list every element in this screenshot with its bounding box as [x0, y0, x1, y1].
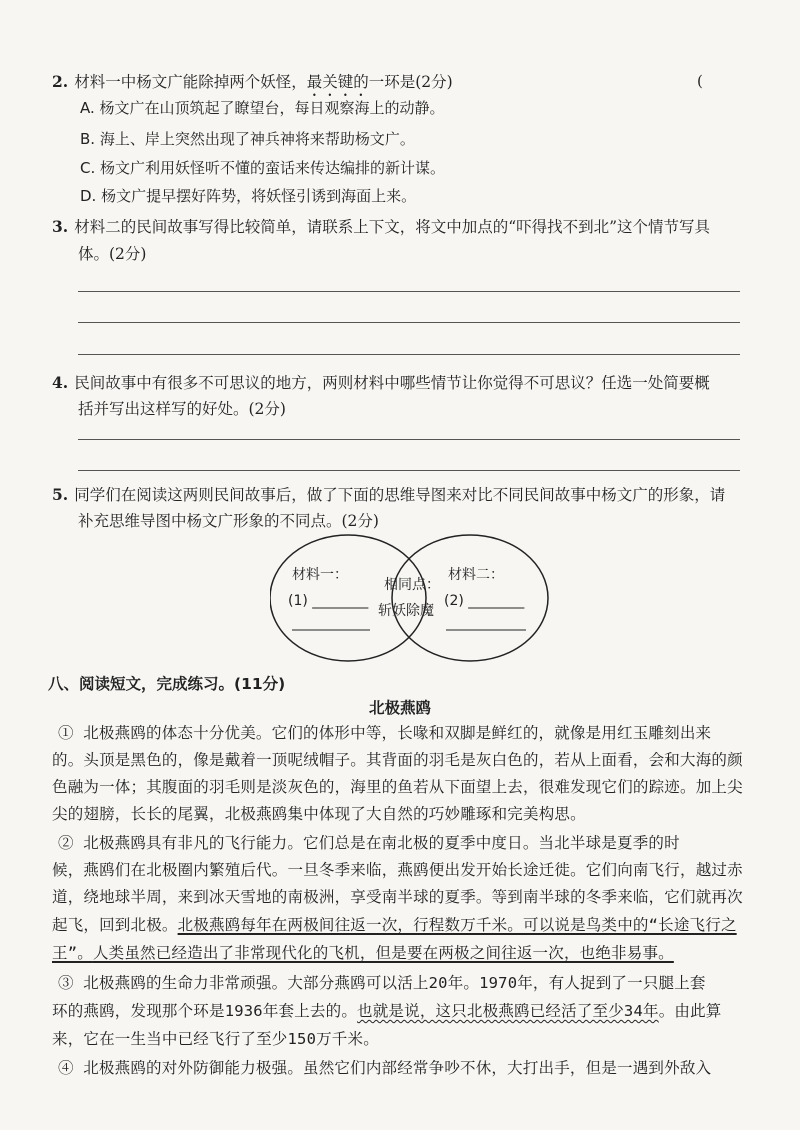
- right-blank[interactable]: (2) ________: [444, 593, 525, 609]
- question-3-line2: 体。(2分): [78, 245, 147, 263]
- option-a[interactable]: A. 杨文广在山顶筑起了瞭望台，每日观察海上的动静。: [80, 99, 445, 117]
- article-title: 北极燕鸥: [368, 699, 431, 717]
- underlined-text: 人类虽然已经造出了非常现代化的飞机，但是要在两极之间往返一次，也绝非易事。: [92, 944, 674, 962]
- passage-line: 色融为一体；其腹面的羽毛则是淡灰色的，海里的鱼若从下面望上去，很难发现它们的踪迹。加上尖: [52, 778, 743, 796]
- question-number: 4.: [52, 373, 69, 392]
- underlined-text: 北极燕鸥每年在两极间往返一次，行程数万千米。可以说是鸟类中的“长途飞行之: [177, 916, 737, 934]
- question-4-line1: [52, 373, 710, 393]
- answer-line[interactable]: [78, 291, 740, 292]
- left-label: 材料一：: [292, 567, 348, 583]
- question-5-line2: 补充思维导图中杨文广形象的不同点。(2分): [78, 512, 379, 530]
- dotted-emphasis: 最关键的: [306, 73, 369, 91]
- answer-line[interactable]: [78, 470, 740, 471]
- stem-text: 同学们在阅读这两则民间故事后，做了下面的思维导图来对比不同民间故事中杨文广的形象，请: [74, 486, 726, 504]
- stem-text: 材料二的民间故事写得比较简单，请联系上下文，将文中加点的“吓得找不到北”这个情节写具: [74, 218, 711, 236]
- question-number: 5.: [52, 485, 69, 504]
- answer-line[interactable]: [78, 439, 740, 440]
- right-label: 材料二：: [448, 567, 504, 583]
- passage-line: ① 北极燕鸥的体态十分优美。它们的体形中等，长喙和双脚是鲜红的，就像是用红玉雕刻出来: [58, 724, 712, 742]
- venn-diagram: [270, 533, 560, 663]
- common-label: 相同点：: [384, 577, 440, 593]
- passage-line: [52, 915, 737, 935]
- passage-line: [52, 1001, 722, 1021]
- question-3-line1: [52, 217, 710, 237]
- passage-line: ④ 北极燕鸥的对外防御能力极强。虽然它们内部经常争吵不休，大打出手，但是一遇到外敌入: [58, 1059, 712, 1077]
- answer-paren[interactable]: (: [697, 72, 703, 90]
- option-c[interactable]: C. 杨文广利用妖怪听不懂的蛮话来传达编排的新计谋。: [80, 159, 446, 177]
- answer-line[interactable]: [78, 354, 740, 355]
- plain-text: 。由此算: [658, 1002, 722, 1020]
- passage-line: 来，它在一生当中已经飞行了至少150万千米。: [52, 1030, 379, 1048]
- question-2-stem: [52, 72, 453, 100]
- passage-line: 候，燕鸥们在北极圈内繁殖后代。一旦冬季来临，燕鸥便出发开始长途迁徙。它们向南飞行，越过赤: [52, 861, 743, 879]
- question-5-line1: [52, 485, 725, 505]
- passage-line: 尖的翅膀，长长的尾翼，北极燕鸥集中体现了大自然的巧妙雕琢和完美构思。: [52, 805, 586, 823]
- common-value: 斩妖除魔: [378, 603, 434, 619]
- stem-text: 材料一中杨文广能除掉两个妖怪，: [74, 73, 307, 91]
- question-number: 2.: [52, 72, 69, 91]
- left-blank[interactable]: (1) ________: [288, 593, 369, 609]
- section-heading: 八、阅读短文，完成练习。(11分): [48, 675, 286, 693]
- plain-text: 环的燕鸥，发现那个环是1936年套上去的。: [52, 1002, 358, 1020]
- passage-line: ③ 北极燕鸥的生命力非常顽强。大部分燕鸥可以活上20年。1970年，有人捉到了一只腿上套: [58, 974, 706, 992]
- option-d[interactable]: D. 杨文广提早摆好阵势，将妖怪引诱到海面上来。: [80, 187, 417, 205]
- passage-line: [52, 943, 674, 963]
- answer-line[interactable]: [78, 322, 740, 323]
- question-number: 3.: [52, 217, 69, 236]
- option-b[interactable]: B. 海上、岸上突然出现了神兵神将来帮助杨文广。: [80, 130, 415, 148]
- passage-line: ② 北极燕鸥具有非凡的飞行能力。它们总是在南北极的夏季中度日。当北半球是夏季的时: [58, 834, 680, 852]
- question-4-line2: 括并写出这样写的好处。(2分): [78, 400, 286, 418]
- passage-line: 道，绕地球半周，来到冰天雪地的南极洲，享受南半球的夏季。等到南半球的冬季来临，它们就再次: [52, 888, 743, 906]
- underlined-text: 王”。: [52, 944, 93, 962]
- stem-text: 一环是(2分): [368, 73, 453, 91]
- stem-text: 民间故事中有很多不可思议的地方，两则材料中哪些情节让你觉得不可思议？任选一处简要概: [74, 374, 710, 392]
- wavy-underlined-text: 也就是说，这只北极燕鸥已经活了至少34年: [357, 1002, 659, 1020]
- plain-text: 起飞，回到北极。: [52, 916, 178, 934]
- passage-line: 的。头顶是黑色的，像是戴着一顶呢绒帽子。其背面的羽毛是灰白色的，若从上面看，会和大海的颜: [52, 751, 743, 769]
